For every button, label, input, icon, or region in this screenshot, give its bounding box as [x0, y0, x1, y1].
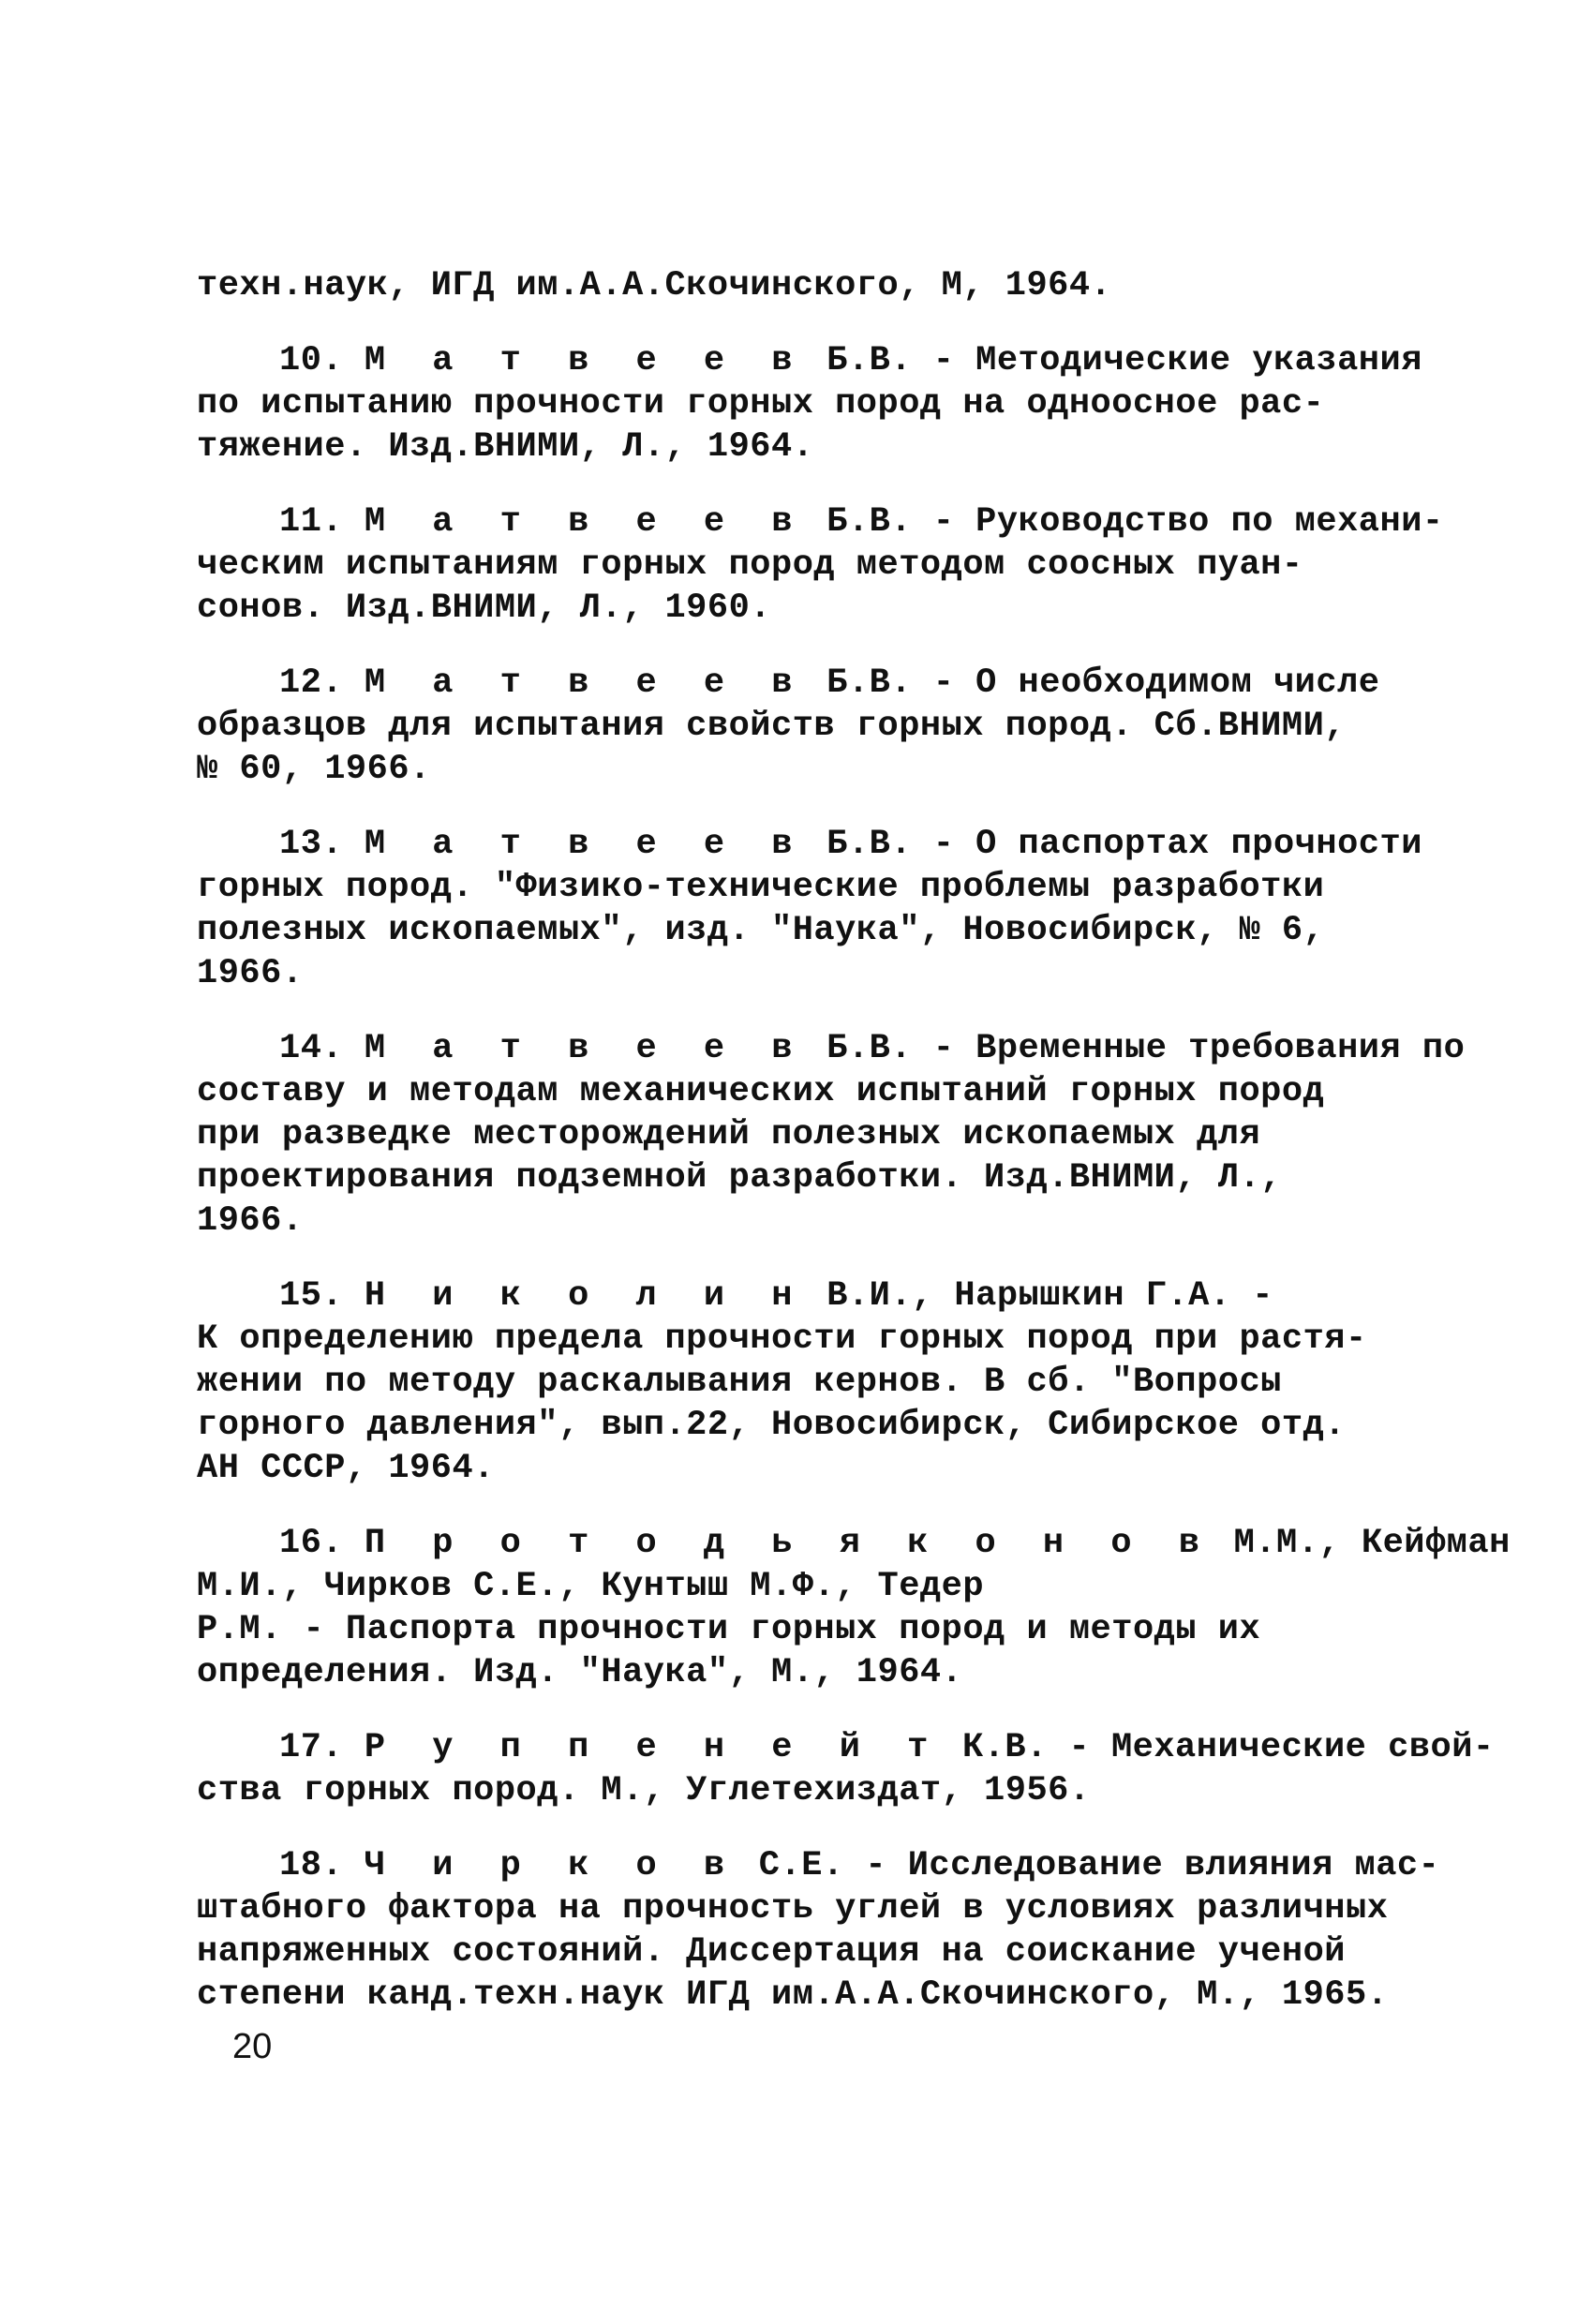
reference-line: сонов. Изд.ВНИМИ, Л., 1960. [197, 588, 771, 628]
reference-line: составу и методам механических испытаний горных пород [197, 1072, 1325, 1111]
reference-line: горного давления", вып.22, Новосибирск, Сибирское отд. [197, 1406, 1346, 1445]
reference-number: 17. [279, 1728, 344, 1767]
reference-line: при разведке месторождений полезных ископаемых для [197, 1115, 1261, 1155]
reference-number: 12. [279, 663, 344, 703]
reference-line: степени канд.техн.наук ИГД им.А.А.Скочинского, М., 1965. [197, 1975, 1389, 2015]
reference-author: М а т в е е в [364, 825, 806, 864]
reference-line: К определению предела прочности горных пород при растя- [197, 1319, 1367, 1359]
reference-number: 10. [279, 341, 344, 380]
reference-author: Н и к о л и н [364, 1276, 806, 1316]
reference-line: образцов для испытания свойств горных пород. Сб.ВНИМИ, [197, 707, 1346, 746]
reference-first-text: К.В. - Механические свой- [941, 1728, 1495, 1767]
reference-first-text: В.И., Нарышкин Г.А. - [805, 1276, 1273, 1316]
reference-number: 13. [279, 825, 344, 864]
reference-number: 15. [279, 1276, 344, 1316]
reference-author: П р о т о д ь я к о н о в [364, 1524, 1213, 1563]
reference-number: 16. [279, 1524, 344, 1563]
reference-line: ства горных пород. М., Углетехиздат, 1956. [197, 1771, 1091, 1810]
reference-11 [197, 500, 1444, 630]
reference-first-text: С.Е. - Исследование влияния мас- [737, 1846, 1440, 1885]
reference-first-text: Б.В. - Руководство по механи- [805, 502, 1444, 542]
reference-line: горных пород. "Физико-технические проблемы разработки [197, 868, 1325, 907]
reference-first-text: Б.В. - О паспортах прочности [805, 825, 1422, 864]
reference-line: 1966. [197, 1201, 304, 1241]
page-number: 20 [232, 2027, 273, 2066]
reference-line: штабного фактора на прочность углей в условиях различных [197, 1889, 1389, 1929]
reference-first-text: М.М., Кейфман [1212, 1524, 1511, 1563]
reference-first-line [197, 500, 1444, 544]
reference-first-line [197, 1027, 1466, 1070]
reference-line: Р.М. - Паспорта прочности горных пород и методы их [197, 1610, 1261, 1649]
reference-number: 14. [279, 1029, 344, 1068]
reference-10 [197, 339, 1424, 469]
reference-line: жении по методу раскалывания кернов. В сб. "Вопросы [197, 1363, 1282, 1402]
reference-first-line [197, 339, 1424, 382]
reference-first-text: Б.В. - О необходимом числе [805, 663, 1380, 703]
reference-number: 11. [279, 502, 344, 542]
reference-author: Ч и р к о в [364, 1846, 738, 1885]
reference-line: проектирования подземной разработки. Изд.ВНИМИ, Л., [197, 1158, 1282, 1198]
reference-first-line [197, 1726, 1495, 1769]
reference-list [197, 264, 1511, 2017]
reference-12 [197, 662, 1424, 791]
reference-line: 1966. [197, 954, 304, 993]
reference-first-text: Б.В. - Временные требования по [805, 1029, 1466, 1068]
reference-line: напряженных состояний. Диссертация на соискание ученой [197, 1932, 1346, 1972]
reference-15 [197, 1274, 1424, 1490]
reference-line: тяжение. Изд.ВНИМИ, Л., 1964. [197, 427, 814, 467]
reference-author: М а т в е е в [364, 663, 806, 703]
reference-author: М а т в е е в [364, 502, 806, 542]
reference-number: 18. [279, 1846, 344, 1885]
reference-line: ческим испытаниям горных пород методом соосных пуан- [197, 545, 1303, 585]
reference-author: Р у п п е н е й т [364, 1728, 942, 1767]
reference-16 [197, 1522, 1511, 1694]
reference-line: по испытанию прочности горных пород на одноосное рас- [197, 384, 1325, 424]
reference-13 [197, 823, 1424, 995]
reference-14 [197, 1027, 1466, 1243]
reference-line: № 60, 1966. [197, 750, 431, 789]
reference-first-line [197, 823, 1424, 866]
reference-first-line [197, 1274, 1424, 1318]
reference-line: полезных ископаемых", изд. "Наука", Новосибирск, № 6, [197, 911, 1325, 950]
reference-18 [197, 1844, 1440, 2017]
reference-first-line [197, 1844, 1440, 1887]
reference-9-continuation [197, 264, 1424, 307]
reference-17 [197, 1726, 1495, 1812]
reference-first-line [197, 1522, 1511, 1565]
reference-author: М а т в е е в [364, 1029, 806, 1068]
reference-line: М.И., Чирков С.Е., Кунтыш М.Ф., Тедер [197, 1567, 985, 1606]
reference-first-line [197, 662, 1424, 705]
reference-line: техн.наук, ИГД им.А.А.Скочинского, М, 1964. [197, 266, 1112, 305]
reference-line: АН СССР, 1964. [197, 1449, 495, 1488]
reference-author: М а т в е е в [364, 341, 806, 380]
reference-line: определения. Изд. "Наука", М., 1964. [197, 1653, 963, 1692]
reference-first-text: Б.В. - Методические указания [805, 341, 1422, 380]
